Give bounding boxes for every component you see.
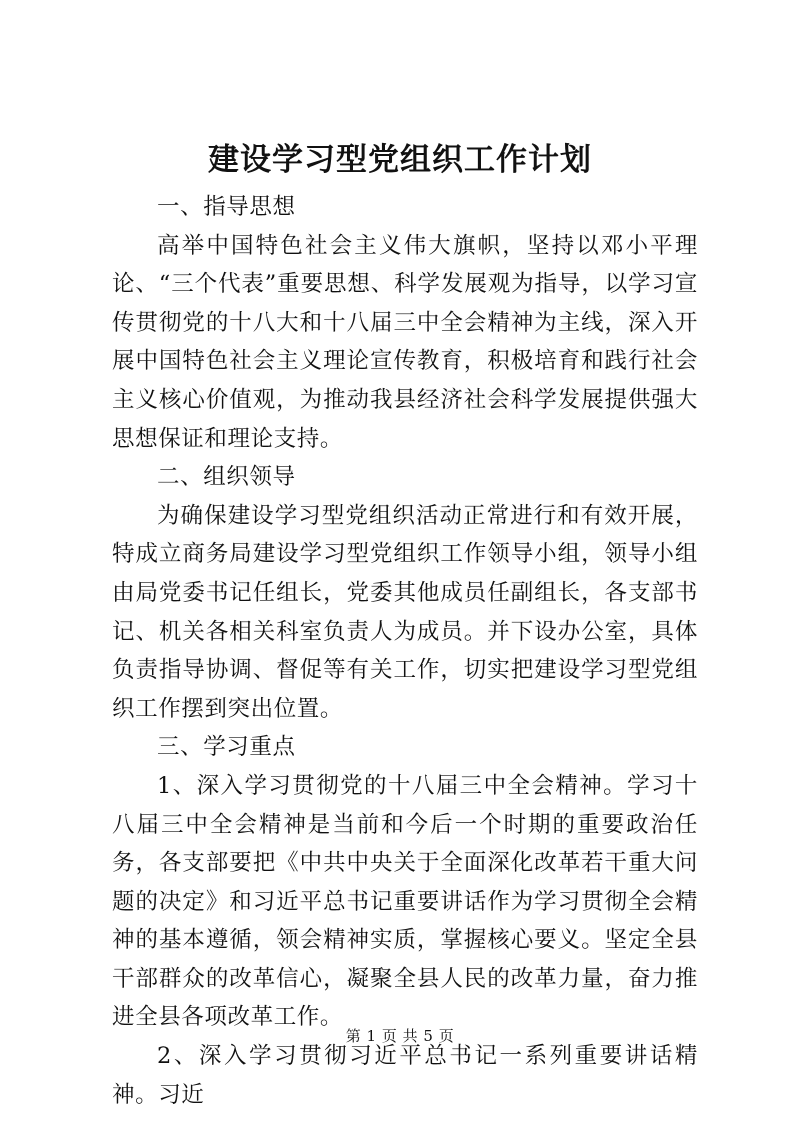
- section-heading-guiding-thought: 一、指导思想: [157, 194, 296, 220]
- paragraph-study-point-2: 2、深入学习贯彻习近平总书记一系列重要讲话精神。习近: [112, 1043, 698, 1108]
- document-body: [112, 188, 698, 1114]
- document-title: 建设学习型党组织工作计划: [208, 142, 592, 178]
- paragraph-organization: 为确保建设学习型党组织活动正常进行和有效开展，特成立商务局建设学习型党组织工作领导小组，领导小组由局党委书记任组长，党委其他成员任副组长，各支部书记、机关各相关科室负责人为成员。并下设办公室，具体负责指导协调、督促等有关工作，切实把建设学习型党组织工作摆到突出位置。: [112, 502, 698, 722]
- page-number-footer: 第 1 页 共 5 页: [345, 1027, 455, 1045]
- paragraph-study-point-1: 1、深入学习贯彻党的十八届三中全会精神。学习十八届三中全会精神是当前和今后一个时期的重要政治任务，各支部要把《中共中央关于全面深化改革若干重大问题的决定》和习近平总书记重要讲话作为学习贯彻全会精神的基本遵循，领会精神实质，掌握核心要义。坚定全县干部群众的改革信心，凝聚全县人民的改革力量，奋力推进全县各项改革工作。: [112, 772, 698, 1031]
- section-heading-study-focus: 三、学习重点: [157, 734, 296, 761]
- section-heading-organization: 二、组织领导: [157, 464, 296, 491]
- paragraph-guiding-thought: 高举中国特色社会主义伟大旗帜，坚持以邓小平理论、“三个代表”重要思想、科学发展观为指导，以学习宣传贯彻党的十八大和十八届三中全会精神为主线，深入开展中国特色社会主义理论宣传教育，积极培育和践行社会主义核心价值观，为推动我县经济社会科学发展提供强大思想保证和理论支持。: [112, 232, 698, 452]
